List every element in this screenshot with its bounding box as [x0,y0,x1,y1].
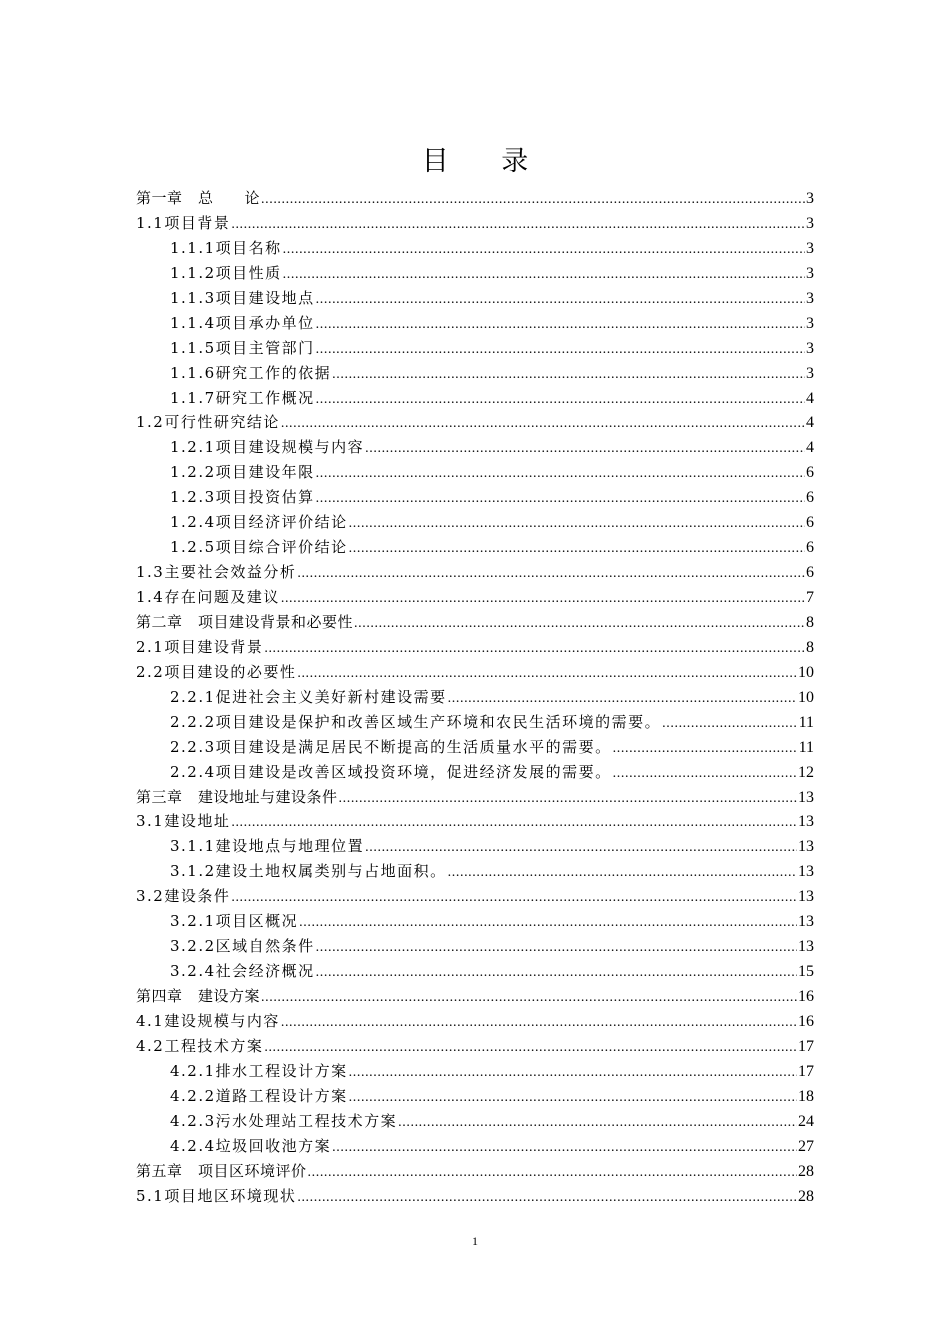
toc-entry-label: 1.2可行性研究结论 [136,413,280,432]
dot-leader [281,587,805,610]
toc-entry-label: 4.1建设规模与内容 [136,1011,280,1030]
toc-entry[interactable] [136,236,814,261]
toc-entry-page: 3 [806,364,814,382]
dot-leader [332,1136,797,1159]
dot-leader [316,961,797,984]
toc-entry[interactable] [136,635,814,660]
dot-leader [261,188,805,211]
toc-entry-label: 3.1.1建设地点与地理位置 [170,837,365,856]
toc-entry-label: 2.2.3项目建设是满足居民不断提高的生活质量水平的需要。 [170,737,612,756]
toc-entry-page: 6 [806,514,814,532]
dot-leader [339,787,797,810]
dot-leader [297,662,797,685]
toc-entry[interactable] [136,834,814,859]
dot-leader [349,1061,797,1084]
dot-leader [264,1036,797,1059]
dot-leader [448,861,797,884]
toc-entry[interactable] [136,1159,814,1184]
toc-entry[interactable] [136,735,814,760]
toc-entry-label: 1.2.1项目建设规模与内容 [170,438,365,457]
toc-entry-page: 6 [806,464,814,482]
dot-leader [308,1161,797,1184]
toc-entry-page: 28 [798,1187,814,1205]
toc-entry-page: 13 [798,838,814,856]
page-number: 1 [472,1234,478,1248]
toc-entry[interactable] [136,311,814,336]
toc-entry-label: 4.2.4垃圾回收池方案 [170,1136,332,1155]
toc-entry-label: 1.4存在问题及建议 [136,588,280,606]
toc-entry[interactable] [136,1134,814,1159]
toc-entry[interactable] [136,435,814,460]
toc-entry-page: 24 [798,1112,814,1130]
dot-leader [316,388,805,411]
toc-entry[interactable] [136,610,814,635]
toc-entry-label: 1.1项目背景 [136,213,231,232]
dot-leader [365,437,805,460]
toc-entry[interactable] [136,660,814,685]
toc-entry-page: 12 [798,763,814,781]
toc-entry-label: 1.1.7研究工作概况 [170,388,315,407]
toc-entry-page: 16 [798,1012,814,1030]
toc-entry-label: 3.2.1项目区概况 [170,912,299,931]
toc-entry[interactable] [136,1009,814,1034]
toc-entry-page: 17 [798,1062,814,1080]
toc-entry[interactable] [136,959,814,984]
dot-leader [316,936,797,959]
toc-entry[interactable] [136,336,814,361]
dot-leader [281,412,805,435]
toc-entry[interactable] [136,560,814,585]
dot-leader [316,338,805,361]
toc-entry-label: 2.1项目建设背景 [136,637,264,656]
dot-leader [613,737,798,760]
dot-leader [316,313,805,336]
toc-entry-label: 3.2建设条件 [136,887,231,906]
toc-entry-page: 3 [806,314,814,332]
toc-entry-label: 4.2工程技术方案 [136,1036,264,1055]
toc-entry[interactable] [136,211,814,236]
dot-leader [398,1111,797,1134]
toc-entry-page: 11 [798,738,814,756]
toc-entry-page: 13 [798,888,814,906]
toc-entry-page: 3 [806,239,814,257]
toc-entry-page: 6 [806,564,814,582]
toc-entry-label: 1.1.5项目主管部门 [170,338,315,357]
toc-entry[interactable] [136,261,814,286]
toc-entry[interactable] [136,410,814,435]
dot-leader [316,487,805,510]
toc-entry-page: 16 [798,988,814,1005]
toc-entry[interactable] [136,460,814,485]
toc-entry-label: 第一章 总 论 [136,189,261,207]
dot-leader [231,811,797,834]
toc-entry[interactable] [136,760,814,785]
toc-entry-label: 第三章 建设地址与建设条件 [136,787,338,806]
toc-entry-page: 11 [798,713,814,731]
toc-list [136,186,814,1208]
dot-leader [349,512,805,535]
toc-entry-page: 13 [798,813,814,831]
toc-entry-label: 1.1.3项目建设地点 [170,288,315,307]
toc-entry-page: 7 [806,589,814,606]
toc-entry-page: 3 [806,214,814,232]
toc-entry[interactable] [136,361,814,386]
toc-entry-page: 6 [806,539,814,557]
dot-leader [316,462,805,485]
toc-entry[interactable] [136,1184,814,1209]
dot-leader [264,637,805,660]
toc-entry-page: 8 [806,638,814,656]
dot-leader [281,1011,797,1034]
toc-entry-page: 10 [798,663,814,681]
toc-entry-page: 4 [806,439,814,457]
toc-entry-label: 1.1.1项目名称 [170,238,282,257]
toc-entry-page: 17 [798,1037,814,1055]
toc-entry[interactable] [136,809,814,834]
toc-entry-page: 28 [798,1162,814,1180]
toc-entry-page: 10 [798,688,814,706]
toc-entry[interactable] [136,186,814,211]
toc-entry-page: 13 [798,938,814,956]
toc-entry-label: 第四章 建设方案 [136,987,261,1005]
toc-entry-label: 1.2.5项目综合评价结论 [170,538,348,557]
dot-leader [349,1086,797,1109]
toc-entry-page: 4 [806,389,814,407]
toc-entry[interactable] [136,934,814,959]
toc-entry-label: 4.2.2道路工程设计方案 [170,1086,348,1105]
toc-entry[interactable] [136,1109,814,1134]
toc-entry[interactable] [136,785,814,810]
toc-entry-page: 4 [806,414,814,432]
toc-entry-label: 4.2.1排水工程设计方案 [170,1061,348,1080]
dot-leader [316,288,805,311]
toc-entry-label: 1.2.4项目经济评价结论 [170,513,348,532]
dot-leader [349,537,805,560]
toc-entry-page: 3 [806,264,814,282]
dot-leader [354,612,805,635]
toc-entry[interactable] [136,710,814,735]
toc-entry[interactable] [136,1059,814,1084]
toc-entry-page: 8 [806,613,814,631]
toc-entry-page: 27 [798,1137,814,1155]
toc-entry-label: 1.2.3项目投资估算 [170,488,315,507]
dot-leader [662,712,797,735]
toc-entry-label: 5.1项目地区环境现状 [136,1186,297,1205]
toc-entry[interactable] [136,535,814,560]
toc-title: 目 录 [421,146,551,177]
dot-leader [297,562,805,585]
dot-leader [261,986,797,1009]
toc-entry[interactable] [136,909,814,934]
toc-entry-page: 13 [798,788,814,806]
dot-leader [365,836,797,859]
toc-entry[interactable] [136,585,814,610]
toc-entry[interactable] [136,884,814,909]
toc-entry-label: 3.2.2区域自然条件 [170,937,315,956]
toc-entry-page: 13 [798,863,814,881]
dot-leader [283,238,805,261]
toc-entry-label: 1.2.2项目建设年限 [170,463,315,482]
dot-leader [297,1186,797,1209]
toc-entry[interactable] [136,286,814,311]
toc-entry-page: 15 [798,963,814,981]
dot-leader [448,687,797,710]
toc-entry-page: 3 [806,289,814,307]
toc-entry[interactable] [136,485,814,510]
toc-entry[interactable] [136,685,814,710]
toc-entry[interactable] [136,1084,814,1109]
toc-entry-label: 3.2.4社会经济概况 [170,962,315,981]
toc-entry-label: 1.1.4项目承办单位 [170,313,315,332]
toc-entry-label: 4.2.3污水处理站工程技术方案 [170,1111,398,1130]
toc-entry-page: 3 [806,339,814,357]
toc-entry[interactable] [136,859,814,884]
toc-entry-label: 1.3主要社会效益分析 [136,563,297,582]
toc-entry-label: 3.1建设地址 [136,812,231,831]
dot-leader [613,762,797,785]
toc-entry-page: 13 [798,913,814,931]
toc-entry-label: 2.2.4项目建设是改善区域投资环境，促进经济发展的需要。 [170,762,612,781]
toc-entry[interactable] [136,386,814,411]
toc-entry-label: 1.1.2项目性质 [170,263,282,282]
dot-leader [231,886,797,909]
dot-leader [231,213,805,236]
toc-entry[interactable] [136,510,814,535]
toc-entry-label: 1.1.6研究工作的依据 [170,363,332,382]
toc-entry-label: 2.2.1促进社会主义美好新村建设需要 [170,687,447,706]
dot-leader [332,363,805,386]
toc-entry-label: 2.2项目建设的必要性 [136,662,297,681]
toc-entry[interactable] [136,1034,814,1059]
toc-entry-page: 3 [806,190,814,207]
dot-leader [283,263,805,286]
toc-entry-page: 18 [798,1087,814,1105]
dot-leader [299,911,797,934]
toc-entry[interactable] [136,984,814,1009]
toc-entry-label: 2.2.2项目建设是保护和改善区域生产环境和农民生活环境的需要。 [170,712,662,731]
toc-entry-label: 第二章 项目建设背景和必要性 [136,612,354,631]
toc-entry-label: 3.1.2建设土地权属类别与占地面积。 [170,862,447,881]
toc-entry-page: 6 [806,489,814,507]
toc-entry-label: 第五章 项目区环境评价 [136,1161,307,1180]
